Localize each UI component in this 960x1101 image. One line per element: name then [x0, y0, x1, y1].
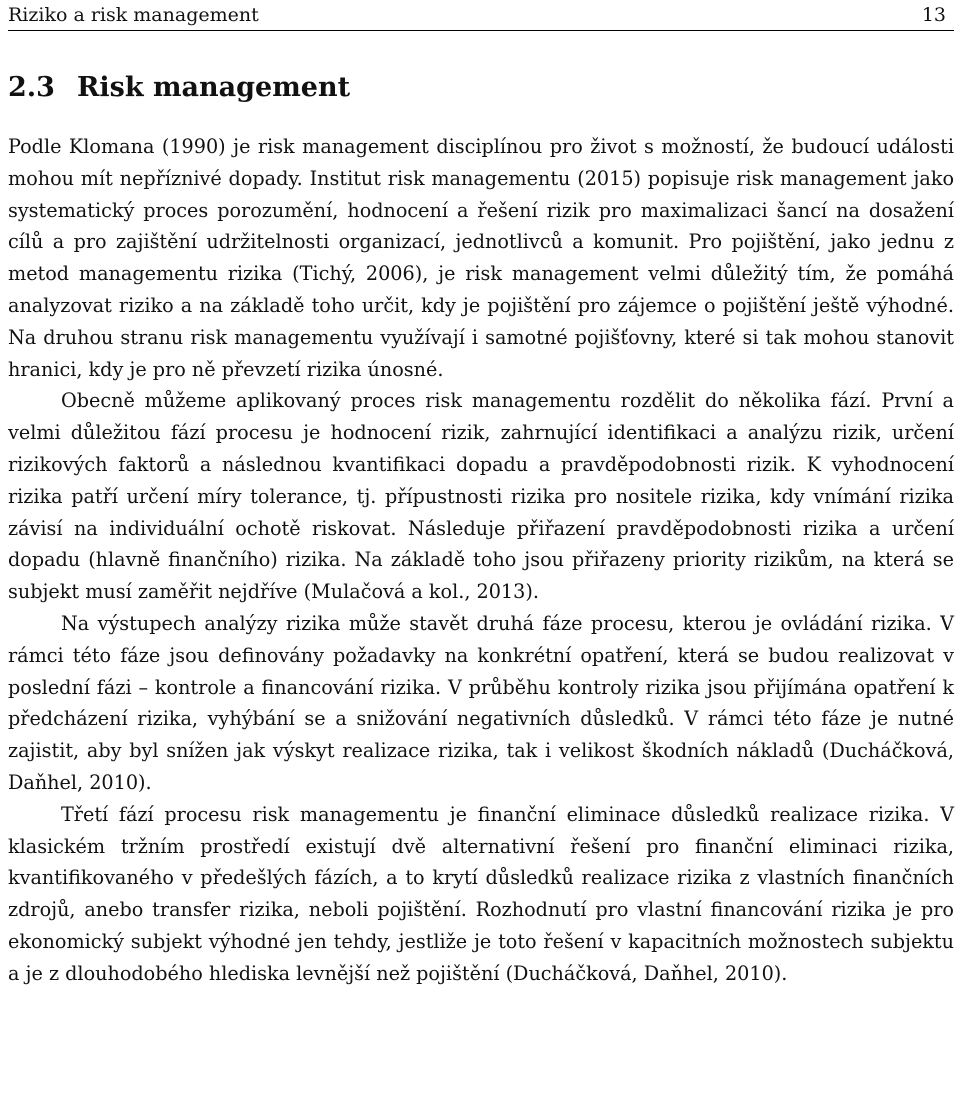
paragraph-4: Třetí fází procesu risk managementu je finanční eliminace důsledků realizace rizika. V klasickém tržním prostředí existují dvě alternativní řešení pro finanční eliminaci rizika, kvantifikovaného v předešlých fázích, a to krytí důsledků realizace rizika z vlastních finančních zdrojů, anebo transfer rizika, neboli pojištění. Rozhodnutí pro vlastní financování rizika je pro ekonomický subjekt výhodné jen tehdy, jestliže je toto řešení v kapacitních možnostech subjektu a je z dlouhodobého hlediska levnější než pojištění (Ducháčková, Daňhel, 2010).: [8, 802, 954, 985]
running-header: [8, 0, 954, 31]
section-title: Risk management: [76, 72, 351, 103]
paragraph-3: Na výstupech analýzy rizika může stavět druhá fáze procesu, kterou je ovládání rizika. V rámci této fáze jsou definovány požadavky na konkrétní opatření, která se budou realizovat v poslední fázi – kontrole a financování rizika. V průběhu kontroly rizika jsou přijímána opatření k předcházení rizika, vyhýbání se a snižování negativních důsledků. V rámci této fáze je nutné zajistit, aby byl snížen jak výskyt realizace rizika, tak i velikost škodních nákladů (Ducháčková, Daňhel, 2010).: [8, 611, 954, 794]
body-text: [8, 131, 954, 990]
paragraph-2: Obecně můžeme aplikovaný proces risk managementu rozdělit do několika fází. První a velmi důležitou fází procesu je hodnocení rizik, zahrnující identifikaci a analýzu rizik, určení rizikových faktorů a následnou kvantifikaci dopadu a pravděpodobnosti rizik. K vyhodnocení rizika patří určení míry tolerance, tj. přípustnosti rizika pro nositele rizika, kdy vnímání rizika závisí na individuální ochotě riskovat. Následuje přiřazení pravděpodobnosti rizika a určení dopadu (hlavně finančního) rizika. Na základě toho jsou přiřazeny priority rizikům, na která se subjekt musí zaměřit nejdříve (Mulačová a kol., 2013).: [8, 389, 954, 604]
page-number: 13: [921, 4, 946, 26]
section-heading: [8, 71, 954, 105]
paragraph-1: Podle Klomana (1990) je risk management disciplínou pro život s možností, že budoucí události mohou mít nepříznivé dopady. Institut risk managementu (2015) popisuje risk management jako systematický proces porozumění, hodnocení a řešení rizik pro maximalizaci šancí na dosažení cílů a pro zajištění udržitelnosti organizací, jednotlivců a komunit. Pro pojištění, jako jednu z metod managementu rizika (Tichý, 2006), je risk management velmi důležitý tím, že pomáhá analyzovat riziko a na základě toho určit, kdy je pojištění pro zájemce o pojištění ještě výhodné. Na druhou stranu risk managementu využívají i samotné pojišťovny, které si tak mohou stanovit hranici, kdy je pro ně převzetí rizika únosné.: [8, 135, 954, 381]
section-number: 2.3: [8, 72, 55, 103]
chapter-title: Riziko a risk management: [8, 4, 259, 26]
